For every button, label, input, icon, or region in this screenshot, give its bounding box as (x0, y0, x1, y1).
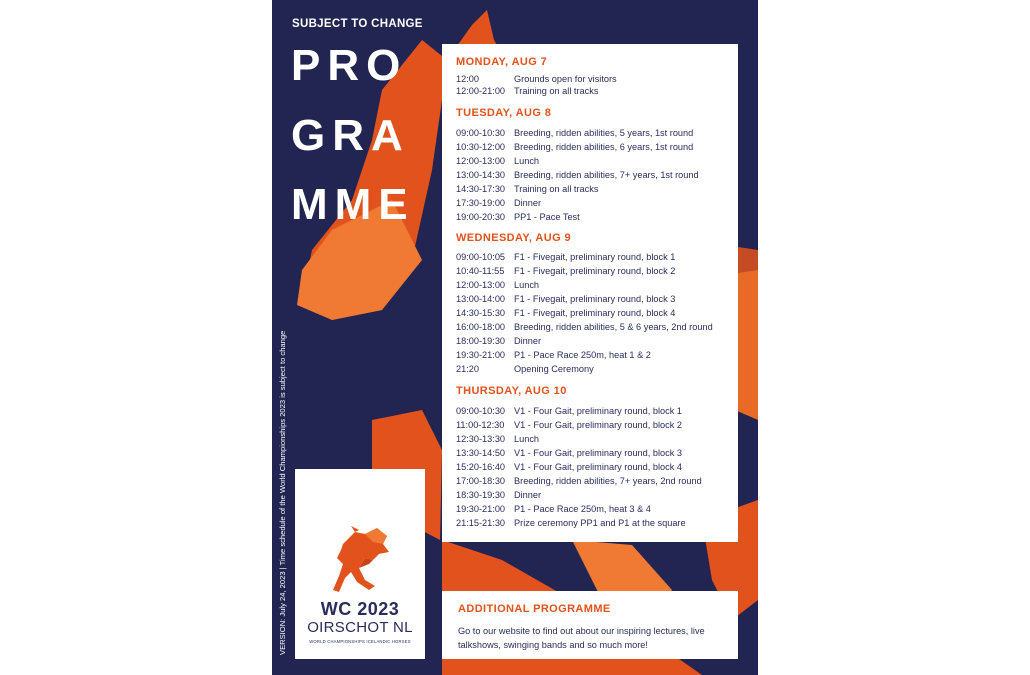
additional-programme-panel (442, 591, 738, 659)
schedule-event: V1 - Four Gait, preliminary round, block 4 (514, 462, 682, 472)
schedule-row (456, 350, 651, 360)
schedule-row (456, 170, 699, 180)
horse-logo-icon (325, 524, 400, 599)
programme-title-line-3: MME (291, 180, 415, 229)
additional-programme-text: Go to our website to find out about our inspiring lectures, live talkshows, swinging bands and so much more! (458, 626, 705, 650)
schedule-time: 12:00 (456, 74, 479, 84)
logo-wc-2023: WC 2023 (320, 599, 400, 619)
schedule-event: F1 - Fivegait, preliminary round, block 3 (514, 294, 676, 304)
schedule-event: Dinner (514, 336, 542, 346)
schedule-panel (442, 44, 738, 542)
day-heading-monday: MONDAY, AUG 7 (456, 56, 548, 68)
schedule-time: 12:00-13:00 (456, 156, 506, 166)
schedule-event: F1 - Fivegait, preliminary round, block 1 (514, 252, 676, 262)
schedule-event: Breeding, ridden abilities, 5 years, 1st round (514, 128, 694, 138)
day-heading-thursday: THURSDAY, AUG 10 (456, 385, 567, 397)
schedule-time: 13:00-14:00 (456, 294, 506, 304)
day-heading-tuesday: TUESDAY, AUG 8 (456, 107, 552, 119)
schedule-event: Opening Ceremony (514, 364, 594, 374)
schedule-time: 09:00-10:05 (456, 252, 506, 262)
schedule-event: Breeding, ridden abilities, 5 & 6 years, 2nd round (514, 322, 713, 332)
schedule-row (456, 476, 702, 486)
schedule-event: Lunch (514, 280, 540, 290)
schedule-time: 12:00-21:00 (456, 86, 506, 96)
schedule-time: 10:30-12:00 (456, 142, 506, 152)
schedule-time: 17:00-18:30 (456, 476, 506, 486)
schedule-event: PP1 - Pace Test (514, 212, 580, 222)
schedule-row (456, 420, 682, 430)
schedule-event: Training on all tracks (514, 86, 599, 96)
event-logo-card (295, 469, 425, 659)
schedule-time: 19:30-21:00 (456, 504, 506, 514)
programme-poster (272, 0, 758, 675)
schedule-row (456, 74, 617, 84)
schedule-time: 13:30-14:50 (456, 448, 506, 458)
schedule-row (456, 184, 598, 194)
schedule-time: 18:00-19:30 (456, 336, 506, 346)
schedule-time: 10:40-11:55 (456, 266, 505, 276)
schedule-row (456, 198, 541, 208)
schedule-row (456, 280, 539, 290)
schedule-event: Breeding, ridden abilities, 6 years, 1st round (514, 142, 694, 152)
schedule-time: 11:00-12:30 (456, 420, 505, 430)
schedule-event: Lunch (514, 156, 540, 166)
schedule-row (456, 504, 651, 514)
schedule-row (456, 156, 539, 166)
schedule-time: 21:15-21:30 (456, 518, 506, 528)
schedule-time: 17:30-19:00 (456, 198, 506, 208)
schedule-time: 16:00-18:00 (456, 322, 506, 332)
schedule-row (456, 322, 713, 332)
schedule-row (456, 86, 598, 96)
schedule-event: F1 - Fivegait, preliminary round, block 2 (514, 266, 676, 276)
schedule-row (456, 266, 675, 276)
subject-to-change-label: SUBJECT TO CHANGE (292, 18, 423, 30)
schedule-event: Dinner (514, 198, 542, 208)
schedule-event: Dinner (514, 490, 542, 500)
schedule-row (456, 490, 541, 500)
schedule-time: 14:30-17:30 (456, 184, 506, 194)
programme-title-line-2: GRA (291, 111, 410, 160)
schedule-event: Prize ceremony PP1 and P1 at the square (514, 518, 686, 528)
schedule-time: 09:00-10:30 (456, 406, 506, 416)
schedule-event: Breeding, ridden abilities, 7+ years, 1st round (514, 170, 699, 180)
schedule-row (456, 252, 675, 262)
schedule-row (456, 448, 682, 458)
schedule-event: Training on all tracks (514, 184, 599, 194)
schedule-event: Lunch (514, 434, 540, 444)
schedule-time: 21:20 (456, 364, 479, 374)
schedule-row (456, 308, 675, 318)
schedule-row (456, 294, 675, 304)
schedule-row (456, 336, 541, 346)
schedule-time: 18:30-19:30 (456, 490, 506, 500)
schedule-time: 09:00-10:30 (456, 128, 506, 138)
schedule-time: 19:00-20:30 (456, 212, 506, 222)
schedule-row (456, 142, 693, 152)
schedule-event: Grounds open for visitors (514, 74, 617, 84)
logo-tagline: WORLD CHAMPIONSHIPS ICELANDIC HORSES (309, 639, 411, 644)
additional-programme-heading: ADDITIONAL PROGRAMME (458, 603, 611, 615)
schedule-row (456, 462, 682, 472)
schedule-event: V1 - Four Gait, preliminary round, block 3 (514, 448, 682, 458)
schedule-time: 12:00-13:00 (456, 280, 506, 290)
schedule-event: P1 - Pace Race 250m, heat 1 & 2 (514, 350, 651, 360)
schedule-event: P1 - Pace Race 250m, heat 3 & 4 (514, 504, 651, 514)
schedule-time: 15:20-16:40 (456, 462, 506, 472)
programme-title-line-1: PRO (291, 41, 408, 90)
schedule-row (456, 212, 580, 222)
schedule-time: 14:30-15:30 (456, 308, 506, 318)
day-heading-wednesday: WEDNESDAY, AUG 9 (456, 232, 571, 244)
schedule-row (456, 434, 539, 444)
schedule-row (456, 364, 594, 374)
schedule-event: V1 - Four Gait, preliminary round, block 1 (514, 406, 682, 416)
version-note: VERSION: July 24, 2023 | Time schedule of the World Championships 2023 is subject to change (278, 330, 287, 655)
schedule-time: 13:00-14:30 (456, 170, 506, 180)
schedule-time: 19:30-21:00 (456, 350, 506, 360)
schedule-event: V1 - Four Gait, preliminary round, block 2 (514, 420, 682, 430)
schedule-row (456, 128, 693, 138)
schedule-time: 12:30-13:30 (456, 434, 506, 444)
schedule-row (456, 406, 682, 416)
schedule-event: F1 - Fivegait, preliminary round, block 4 (514, 308, 676, 318)
schedule-event: Breeding, ridden abilities, 7+ years, 2nd round (514, 476, 702, 486)
schedule-row (456, 518, 686, 528)
logo-oirschot: OIRSCHOT NL (307, 619, 413, 636)
